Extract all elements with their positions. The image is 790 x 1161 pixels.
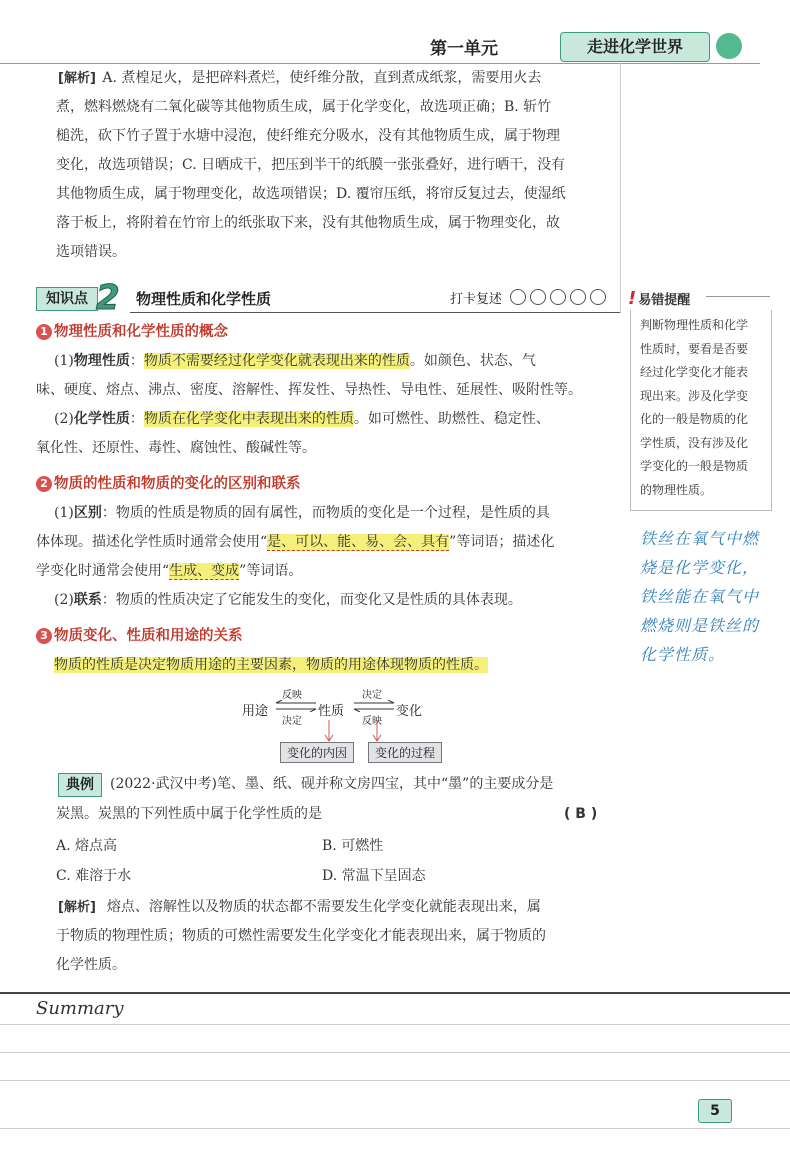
section-3-body [54, 651, 488, 680]
analysis-block-1 [56, 64, 636, 267]
note-line [0, 1052, 790, 1053]
summary-top-rule [0, 992, 790, 994]
note-line [0, 1080, 790, 1081]
analysis-line: [ 解析 ] A. 煮楻足火，是把碎料煮烂，使纤维分散，直到煮成纸浆，需要用火去 [56, 64, 636, 93]
highlight: 生成、变成 [169, 563, 240, 579]
checkin-review [450, 288, 606, 307]
option-c: C. 难溶于水 [56, 868, 132, 884]
diagram-change: 变化 [396, 704, 423, 719]
highlight: 是、可以、能、易、会、具有 [267, 534, 450, 550]
option-d: D. 常温下呈固态 [322, 868, 426, 884]
analysis-line: 选项错误。 [56, 244, 126, 260]
diagram-box-process: 变化的过程 [368, 742, 442, 763]
section-1-body: (1)物理性质：物质不需要经过化学变化就表现出来的性质。如颜色、状态、气 味、硬度、熔点、沸点、密度、溶解性、挥发性、导热性、导电性、延展性、吸附性等。 (2)化学性质：物质在化学变化中表现出来的性质。如可燃性、助燃性、稳定性、 氧化性、还原性、毒性、腐蚀性、酸碱性等。 [36, 353, 582, 456]
example-stem: (2022·武汉中考)笔、墨、纸、砚并称文房四宝，其中“墨”的主要成分是 [110, 776, 554, 792]
diagram-property: 性质 [318, 704, 345, 719]
diagram-reflect-2: 反映 [362, 716, 382, 727]
option-b: B. 可燃性 [322, 838, 384, 854]
diagram-box-cause: 变化的内因 [280, 742, 354, 763]
section-3-heading: 3 物质变化、性质和用途的关系 [36, 624, 243, 645]
example-answer: ( B ) [564, 806, 598, 822]
analysis-tag: [ 解析 ] [56, 64, 98, 93]
section-number-icon: 3 [36, 628, 52, 644]
unit-label: 第一单元 [430, 39, 498, 59]
diagram-use: 用途 [242, 704, 269, 719]
summary-title: Summary [36, 998, 124, 1019]
arrow-down-icon [324, 720, 334, 742]
example-stem-2: 炭黑。炭黑的下列性质中属于化学性质的是 [56, 806, 322, 822]
knowledge-point-title: 物理性质和化学性质 [136, 290, 272, 308]
highlight: 物质不需要经过化学变化就表现出来的性质 [143, 353, 410, 369]
unit-title-tab: 走进化学世界 [560, 32, 710, 62]
checkin-label: 打卡复述 [450, 292, 503, 307]
page-number: 5 [698, 1099, 732, 1123]
checkin-circle[interactable] [510, 289, 526, 305]
section-2-heading: 2 物质的性质和物质的变化的区别和联系 [36, 472, 301, 493]
error-tip-label: 易错提醒 [638, 293, 691, 308]
highlight: 物质在化学变化中表现出来的性质 [143, 411, 354, 427]
checkin-circle[interactable] [530, 289, 546, 305]
section-number-icon: 1 [36, 324, 52, 340]
highlight: 物质的性质是决定物质用途的主要因素，物质的用途体现物质的性质。 [54, 657, 488, 673]
unit-dot-icon [716, 33, 742, 59]
analysis-line: 其他物质生成，属于物理变化，故选项错误；D. 覆帘压纸，将帘反复过去，使湿纸 [56, 186, 566, 202]
knowledge-point-rule [130, 312, 620, 313]
diagram-reflect-1: 反映 [282, 690, 302, 701]
knowledge-point-label: 知识点 [36, 287, 98, 311]
example-tag: 典例 [58, 773, 102, 797]
checkin-circle[interactable] [550, 289, 566, 305]
analysis-tag: [ 解析 ] [56, 893, 98, 922]
knowledge-point-badge [36, 278, 122, 318]
option-a: A. 熔点高 [56, 838, 118, 854]
section-1-heading: 1 物理性质和化学性质的概念 [36, 320, 228, 341]
note-line [0, 1128, 790, 1129]
error-tip-rule [706, 296, 770, 297]
diagram-decide-2: 决定 [362, 690, 382, 701]
note-line [0, 1024, 790, 1025]
analysis-line: 槌洗，砍下竹子置于水塘中浸泡，使纤维充分吸水，没有其他物质生成，属于物理 [56, 128, 560, 144]
double-arrow-icon [352, 700, 396, 712]
diagram-decide-1: 决定 [282, 716, 302, 727]
handwritten-note: 铁丝在氧气中燃 烧是化学变化， 铁丝能在氧气中 燃烧则是铁丝的 化学性质。 [640, 529, 760, 664]
analysis-line: 变化，故选项错误；C. 日晒成干，把压到半干的纸膜一张张叠好，进行晒干，没有 [56, 157, 566, 173]
error-tip-header [628, 288, 690, 309]
knowledge-point-number: 2 [96, 278, 120, 318]
section-2-body: (1)区别：物质的性质是物质的固有属性，而物质的变化是一个过程，是性质的具 体体现。描述化学性质时通常会使用“是、可以、能、易、会、具有”等词语；描述化 学变化时通常会使用“生成、变成”等词语。 (2)联系：物质的性质决定了它能发生的变化，而变化又是性质的具体表现。 [36, 505, 555, 608]
analysis-block-2: [ 解析 ] 熔点、溶解性以及物质的状态都不需要发生化学变化就能表现出来，属 于物质的物理性质；物质的可燃性需要发生化学变化才能表现出来，属于物质的 化学性质。 [56, 893, 636, 980]
analysis-line: 落于板上，将附着在竹帘上的纸张取下来，没有其他物质生成，属于物理变化，故 [56, 215, 560, 231]
checkin-circle[interactable] [590, 289, 606, 305]
exclamation-icon: ! [628, 288, 637, 309]
arrow-down-icon [372, 720, 382, 742]
error-tip-text: 判断物理性质和化学 性质时，要看是否要 经过化学变化才能表 现出来。涉及化学变 化的一般是物质的化 学性质，没有涉及化 学变化的一般是物质 的物理性质。 [640, 318, 749, 497]
checkin-circle[interactable] [570, 289, 586, 305]
analysis-line: 煮，燃料燃烧有二氧化碳等其他物质生成，属于化学变化，故选项正确；B. 斩竹 [56, 99, 552, 115]
section-number-icon: 2 [36, 476, 52, 492]
double-arrow-icon [274, 700, 318, 712]
